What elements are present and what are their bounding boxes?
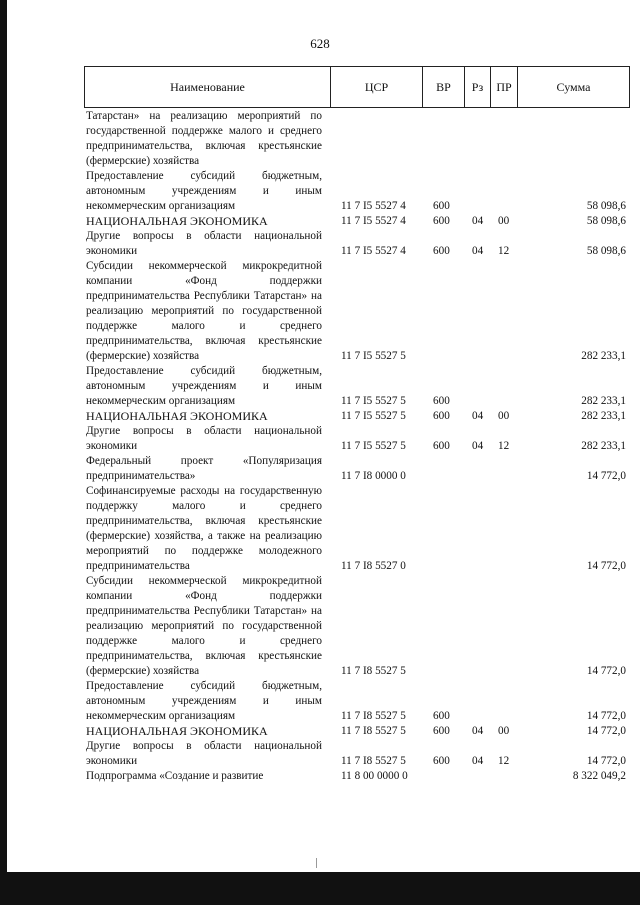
- row-name: Подпрограмма «Создание и развитие: [86, 770, 264, 782]
- row-name: Предоставление субсидий бюджетным, автономным учреждениям и иным некоммерческим организациям: [86, 170, 322, 212]
- row-vr: 600: [433, 395, 450, 407]
- row-name: Предоставление субсидий бюджетным, автономным учреждениям и иным некоммерческим организациям: [86, 365, 322, 407]
- row-csr: 11 7 I5 5527 5: [341, 395, 406, 407]
- row-sum: 58 098,6: [586, 215, 626, 227]
- row-sum: 14 772,0: [586, 710, 626, 722]
- row-vr: 600: [433, 215, 450, 227]
- row-sum: 282 233,1: [581, 440, 626, 452]
- table-row: [0, 424, 640, 454]
- table-row: [0, 169, 640, 214]
- table-row: [0, 259, 640, 364]
- row-name: НАЦИОНАЛЬНАЯ ЭКОНОМИКА: [86, 724, 268, 738]
- row-sum: 8 322 049,2: [572, 770, 626, 782]
- row-sum: 58 098,6: [586, 200, 626, 212]
- row-rz: 04: [472, 245, 484, 257]
- row-csr: 11 7 I5 5527 5: [341, 350, 406, 362]
- row-csr: 11 7 I8 5527 5: [341, 710, 406, 722]
- table-row: [0, 484, 640, 574]
- row-name: Предоставление субсидий бюджетным, автономным учреждениям и иным некоммерческим организациям: [86, 680, 322, 722]
- header-pr: ПР: [491, 67, 518, 107]
- table-row: [0, 364, 640, 409]
- row-name: Другие вопросы в области национальной экономики: [86, 230, 322, 257]
- table-row: [0, 109, 640, 169]
- row-csr: 11 7 I8 5527 5: [341, 755, 406, 767]
- row-rz: 04: [472, 755, 484, 767]
- row-pr: 12: [498, 245, 510, 257]
- table-header: [84, 66, 630, 108]
- row-sum: 14 772,0: [586, 665, 626, 677]
- row-sum: 58 098,6: [586, 245, 626, 257]
- table-body: [0, 109, 640, 784]
- row-vr: 600: [433, 200, 450, 212]
- row-sum: 282 233,1: [581, 395, 626, 407]
- table-row: [0, 679, 640, 724]
- header-csr: ЦСР: [331, 67, 423, 107]
- table-row: [0, 229, 640, 259]
- row-vr: 600: [433, 710, 450, 722]
- row-rz: 04: [472, 725, 484, 737]
- table-row: [0, 409, 640, 424]
- row-csr: 11 7 I8 5527 5: [341, 725, 406, 737]
- table-row: [0, 724, 640, 739]
- header-rz: Рз: [465, 67, 491, 107]
- row-name: Другие вопросы в области национальной экономики: [86, 425, 322, 452]
- row-csr: 11 7 I8 0000 0: [341, 470, 406, 482]
- row-vr: 600: [433, 410, 450, 422]
- header-vr: ВР: [423, 67, 465, 107]
- row-vr: 600: [433, 245, 450, 257]
- row-sum: 14 772,0: [586, 470, 626, 482]
- header-name: Наименование: [85, 67, 331, 107]
- row-sum: 14 772,0: [586, 560, 626, 572]
- row-name: Федеральный проект «Популяризация предпринимательства»: [86, 455, 322, 482]
- table-row: [0, 739, 640, 769]
- table-row: [0, 574, 640, 679]
- row-pr: 12: [498, 755, 510, 767]
- row-csr: 11 7 I5 5527 5: [341, 410, 406, 422]
- row-name: НАЦИОНАЛЬНАЯ ЭКОНОМИКА: [86, 214, 268, 228]
- scan-mark: [316, 858, 317, 868]
- row-name: Субсидии некоммерческой микрокредитной компании «Фонд поддержки предпринимательства Республики Татарстан» на реализацию мероприятий по государственной поддержке малого и среднего предпринимательства, включая крестьянские (фермерские) хозяйства: [86, 260, 322, 362]
- row-pr: 00: [498, 725, 510, 737]
- scan-bottom-border: [0, 872, 640, 905]
- row-sum: 14 772,0: [586, 725, 626, 737]
- row-rz: 04: [472, 440, 484, 452]
- row-name: Другие вопросы в области национальной экономики: [86, 740, 322, 767]
- row-rz: 04: [472, 410, 484, 422]
- row-csr: 11 7 I5 5527 5: [341, 440, 406, 452]
- row-csr: 11 7 I5 5527 4: [341, 245, 406, 257]
- table-row: [0, 454, 640, 484]
- row-vr: 600: [433, 725, 450, 737]
- row-name: Татарстан» на реализацию мероприятий по государственной поддержке малого и среднего предпринимательства, включая крестьянские (фермерские) хозяйства: [86, 110, 322, 167]
- row-rz: 04: [472, 215, 484, 227]
- row-name: НАЦИОНАЛЬНАЯ ЭКОНОМИКА: [86, 409, 268, 423]
- row-sum: 14 772,0: [586, 755, 626, 767]
- row-vr: 600: [433, 440, 450, 452]
- row-pr: 00: [498, 215, 510, 227]
- row-name: Софинансируемые расходы на государственную поддержку малого и среднего предпринимательства, включая крестьянские (фермерские) хозяйства, а также на реализацию мероприятий по поддержке молодежного предпринимательства: [86, 485, 322, 572]
- row-pr: 00: [498, 410, 510, 422]
- table-row: [0, 214, 640, 229]
- row-csr: 11 7 I8 5527 0: [341, 560, 406, 572]
- row-pr: 12: [498, 440, 510, 452]
- row-sum: 282 233,1: [581, 410, 626, 422]
- row-csr: 11 7 I8 5527 5: [341, 665, 406, 677]
- row-vr: 600: [433, 755, 450, 767]
- row-sum: 282 233,1: [581, 350, 626, 362]
- page-number: 628: [310, 36, 330, 51]
- row-csr: 11 7 I5 5527 4: [341, 200, 406, 212]
- row-name: Субсидии некоммерческой микрокредитной компании «Фонд поддержки предпринимательства Республики Татарстан» на реализацию мероприятий по государственной поддержке малого и среднего предпринимательства, включая крестьянские (фермерские) хозяйства: [86, 575, 322, 677]
- row-csr: 11 8 00 0000 0: [341, 770, 408, 782]
- header-sum: Сумма: [556, 79, 591, 94]
- row-csr: 11 7 I5 5527 4: [341, 215, 406, 227]
- table-row: [0, 769, 640, 784]
